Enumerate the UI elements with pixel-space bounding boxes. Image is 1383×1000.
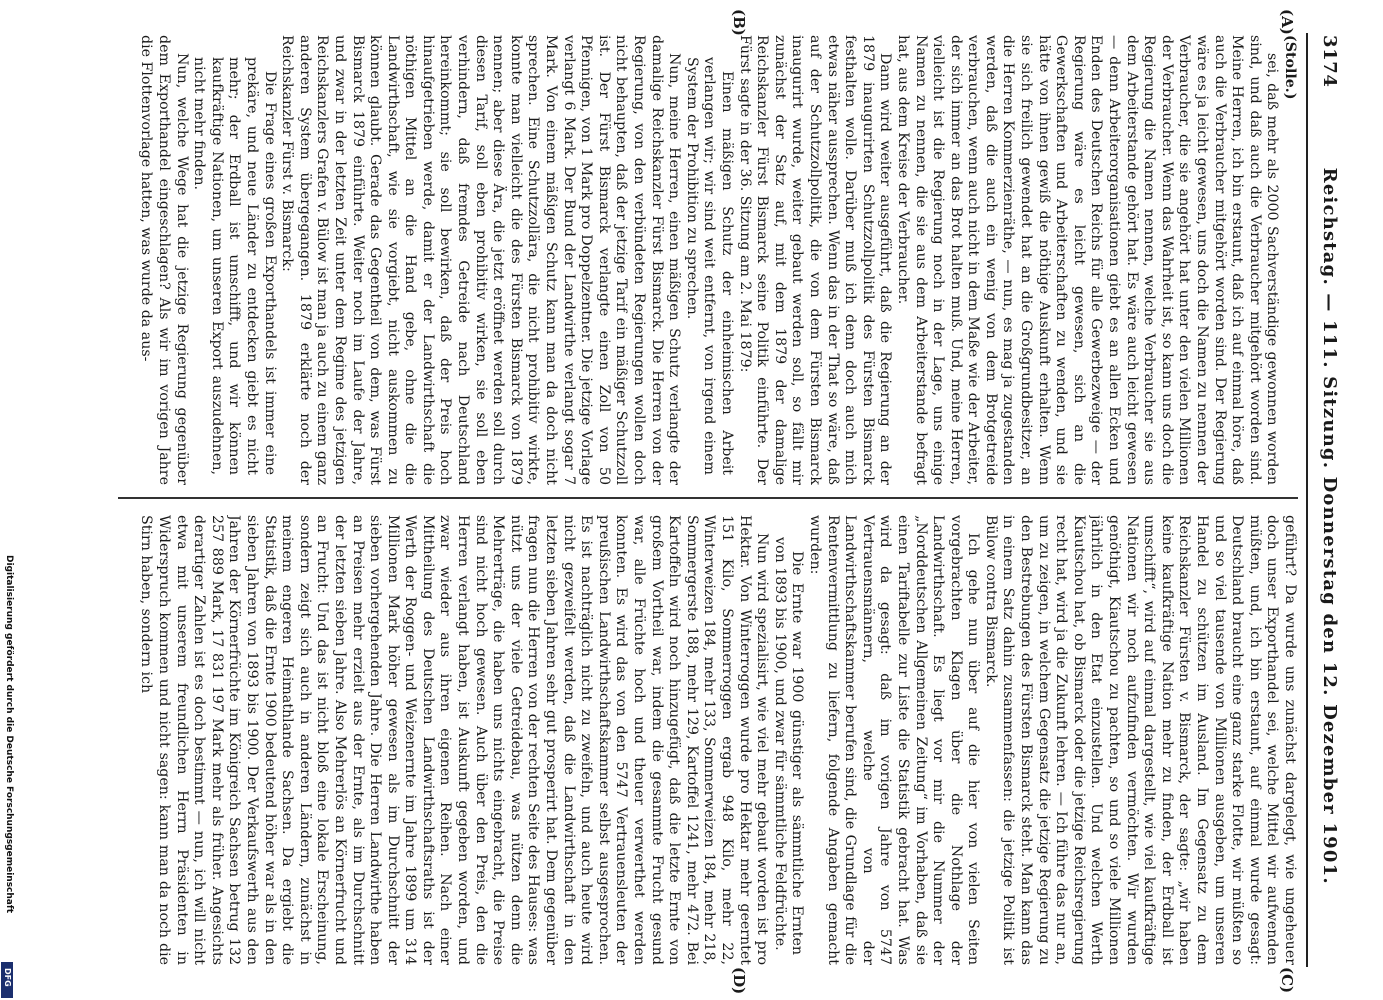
digitization-strip xyxy=(0,0,14,1000)
paragraph: sei, daß mehr als 2000 Sachverständige gewonnen worden sind, und daß auch die Verbraucher mitgehört worden sind. Meine Herren, ich bin erstaunt, daß ich auf einmal höre, daß auch die Verbraucher mitgehört worden sind. Der Regierung wäre es ja leicht gewesen, uns doch die Namen zu nennen der Verbraucher, die sie angehört hat unter den vielen Millionen der Verbraucher. Wenn das Wahrheit ist, so kann uns doch die Regierung die Namen nennen, welche Verbraucher sie aus dem Arbeiterstande gehört hat. Es wäre auch leicht gewesen — denn Arbeiterorganisationen giebt es an allen Ecken und Enden des Deutschen Reichs für alle Gewerbezweige — der Regierung wäre es leicht gewesen, sich an die Gewerkschaften und Arbeiterschaften zu wenden, und sie hätte von ihnen gewiß die nöthige Auskunft erhalten. Wenn sie sich freilich gewendet hat an die Großgrundbesitzer, an die Herren Kommerzienräthe, — nun, es mag ja zugestanden werden, daß die auch ein wenig von dem Brotgetreide verbrauchen, wenn auch nicht in dem Maße wie der Arbeiter, der sich immer an das Brot halten muß. Und, meine Herren, vielleicht ist die Regierung noch in der Lage, uns einige Namen zu nennen, die sie aus dem Arbeiterstande befragt hat, aus dem Kreise der Verbraucher. xyxy=(894,35,1281,485)
quotation: Die Frage eines großen Exporthandels ist immer eine prekäre, und neue Länder zu entdecken giebt es nicht mehr; der Erdball ist umschifft, und wir können kaufkräftige Nationen, um unseren Export auszudehnen, nicht mehr finden. xyxy=(191,57,278,475)
paragraph: Nun wird spezialisirt, wie viel mehr gebaut worden ist pro Hektar. Von Winterroggen wurde pro Hektar mehr geerntet 151 Kilo, Sommerroggen ergab 948 Kilo, mehr 22, Winterweizen 184, mehr 133, Sommerweizen 184, mehr 218, Sommergerste 188, mehr 129, Kartoffel 1241, mehr 472. Bei Kartoffeln wird noch hinzugefügt, daß die letzte Ernte von großem Vortheil war, indem die gesammte Frucht gesund war, alle Früchte hoch und theuer verwerthet werden konnten. Es wird das von den 5747 Vertrauensleuten der preußischen Landwirthschaftskammer selbst ausgesprochen. Es ist nachträglich nicht zu zweifeln, und auch heute wird nicht gezweifelt werden, daß die Landwirthschaft in den letzten sieben Jahren sehr gut prosperirt hat. Dem gegenüber fragen nun die Herren von der rechten Seite des Hauses: was nützt uns der viele Getreidebau, was nützen denn die Mehrerträge, die haben uns nichts eingebracht, die Preise sind nicht hoch gewesen. Auch über den Preis, den die Herren verlangt haben, ist Auskunft gegeben worden, und zwar wieder aus ihren eigenen Reihen. Nach einer Mittheilung des Deutschen Landwirthschaftsraths ist der Werth der Roggen- und Weizenernte im Jahre 1899 um 314 Millionen Mark höher gewesen als im Durchschnitt der sieben vorhergehenden Jahre. Die Herren Landwirthe haben an Preisen mehr erzielt aus der Ernte, als im Durchschnitt der letzten sieben Jahre. Also Mehrerlös an Körnerfrucht und an Frucht: Und das ist nicht bloß eine lokale Erscheinung, sondern zeigt sich auch in anderen Ländern, zunächst in meinem engeren Heimathlande Sachsen. Da ergiebt die Statistik, daß die Ernte 1900 bedeutend höher war als in den sieben Jahren von 1893 bis 1900. Der Verkaufswerth aus den Jahren der Körnerfrüchte im Königreich Sachsen betrug 132 257 889 Mark, 17 831 197 Mark mehr als früher. Angesichts derartiger Zahlen ist es doch bestimmt — nun, ich will nicht etwa mit unserem freundlichen Herrn Präsidenten in Widerspruch kommen und nicht sagen: kann man da noch die Stirn haben, sondern ich xyxy=(138,515,771,965)
running-title: Reichstag. — 111. Sitzung. Donnerstag den 12. Dezember 1901. xyxy=(1319,167,1340,885)
paragraph: Ich gehe nun über auf die hier von vielen Seiten vorgebrachten Klagen über die Nothlage der Landwirthschaft. Es liegt vor mir die Nummer der „Norddeutschen Allgemeinen Zeitung“ im Vorhaben, daß sie einen Tariftabelle zur Liste die Statistik gebracht hat. Was wird da gesagt: daß im vorigen Jahre von 5747 Vertrauensmännern, welche von der Landwirthschaftskammer berufen sind, die Grundlage für die Rentenvermittlung zu liefern, folgende Angaben gemacht wurden: xyxy=(806,515,982,965)
dfg-logo-text: DFG xyxy=(3,968,12,987)
paragraph: geführt? Da wurde uns zunächst dargelegt, wie ungeheuer doch unser Exporthandel sei, welche Mittel wir aufwenden müßten, und, ich bin erstaunt, auf einmal wurde gesagt: Deutschland braucht eine ganz starke Flotte, wir müßten so und so viel tausende von Millionen ausgeben, um unseren Handel zu schützen im Ausland. Im Gegensatz zu dem Reichskanzler Fürsten v. Bismarck, der sagte: „wir haben keine kaufkräftige Nation mehr zu finden, der Erdball ist umschifft“, wird auf einmal dargestellt, wie viel kaufkräftige Nationen wir noch aufzufinden vermöchten. Wir wurden genöthigt, Kiautschou zu pachten, so und so viele Millionen jährlich in den Etat einzustellen. Und welchen Werth Kiautschou hat, ob Bismarck oder die jetzige Reichsregierung recht hat, wird ja die Zukunft lehren. — Ich führe das nur an, um zu zeigen, in welchem Gegensatz die jetzige Regierung zu den Bestrebungen des Fürsten Bismarck steht. Man kann das in einem Satz dahin zusammenfassen: die jetzige Politik ist Bülow contra Bismarck. xyxy=(982,515,1298,965)
header-rule xyxy=(1306,33,1308,967)
paragraph: Dann wird weiter ausgeführt, daß die Regierung an der 1879 inaugurirten Schutzzollpolitik des Fürsten Bismarck festhalten wolle. Darüber muß ich denn doch auch mich etwas näher aussprechen. Wenn das in der That so wäre, daß auf der Schutzzollpolitik, die von dem Fürsten Bismarck inaugurirt wurde, weiter gebaut werden soll, so fällt mir zunächst der Satz auf, mit dem 1879 der damalige Reichskanzler Fürst Bismarck seine Politik einführte. Der Fürst sagte in der 36. Sitzung am 2. Mai 1879: xyxy=(736,35,894,485)
margin-letter-c: (C) xyxy=(1278,967,1296,994)
paragraph: Nun, welche Wege hat die jetzige Regierung gegenüber dem Exporthandel eingeschlagen? Als wir im vorigen Jahre die Flottenvorlage hatten, was wurde da aus- xyxy=(138,35,190,485)
right-column xyxy=(118,515,1298,965)
paragraph: Nun, meine Herren, einen mäßigen Schutz verlangte der damalige Reichskanzler Fürst Bismarck. Die Herren von der Regierung, von den verbündeten Regierungen wollen doch nicht behaupten, daß der jetzige Tarif ein mäßiger Schutzzoll ist. Der Fürst Bismarck verlangte einen Zoll von 50 Pfennigen, von 1 Mark pro Doppelzentner. Die jetzige Vorlage verlangt 6 Mark. Der Bund der Landwirthe verlangt sogar 7 Mark. Von einem mäßigen Schutz kann man da doch nicht sprechen. Eine Schutzzollära, die nicht prohibitiv wirkte, konnte man vielleicht die des Fürsten Bismarck von 1879 nennen; aber diese Ära, die jetzt eröffnet werden soll durch diesen Tarif, soll eben prohibitiv wirken, sie soll eben verhindern, daß fremdes Getreide nach Deutschland hereinkommt; sie soll bewirken, daß der Preis hoch hinaufgetrieben werde, damit er der Landwirthschaft die nöthigen Mittel an die Hand gebe, ohne die die Landwirthschaft, wie sie vorgiebt, nicht auskommen zu können glaubt. Gerade das Gegentheil von dem, was Fürst Bismarck 1879 einführte. Weiter noch im Laufe der Jahre, und zwar in der letzten Zeit unter dem Regime des jetzigen Reichskanzlers Grafen v. Bülow ist man ja auch zu einem ganz anderen System übergegangen. 1879 erklärte noch der Reichskanzler Fürst v. Bismarck: xyxy=(279,35,683,485)
column-divider xyxy=(118,497,1298,499)
page-number: 3174 xyxy=(1319,35,1340,88)
quotation: Einen mäßigen Schutz der einheimischen Arbeit verlangen wir; wir sind weit entfernt, von irgend einem System der Prohibition zu sprechen. xyxy=(683,57,735,475)
dfg-logo xyxy=(1,962,13,998)
document-page xyxy=(48,5,1348,995)
left-column xyxy=(118,35,1298,485)
page-header xyxy=(1312,35,1340,965)
margin-letter-d: (D) xyxy=(730,967,748,995)
margin-letter-b: (B) xyxy=(730,9,748,36)
speaker-name: (Stolle.) xyxy=(1282,35,1298,100)
margin-letter-a: (A) xyxy=(1278,9,1296,35)
quotation: Die Ernte war 1900 günstiger als sämmtliche Ernten von 1893 bis 1900, und zwar für sämmtliche Feldfrüchte. xyxy=(771,537,806,955)
funding-note: Digitalisierung gefördert durch die Deutsche Forschungsgemeinschaft xyxy=(4,555,14,914)
speaker-label xyxy=(1280,35,1298,485)
